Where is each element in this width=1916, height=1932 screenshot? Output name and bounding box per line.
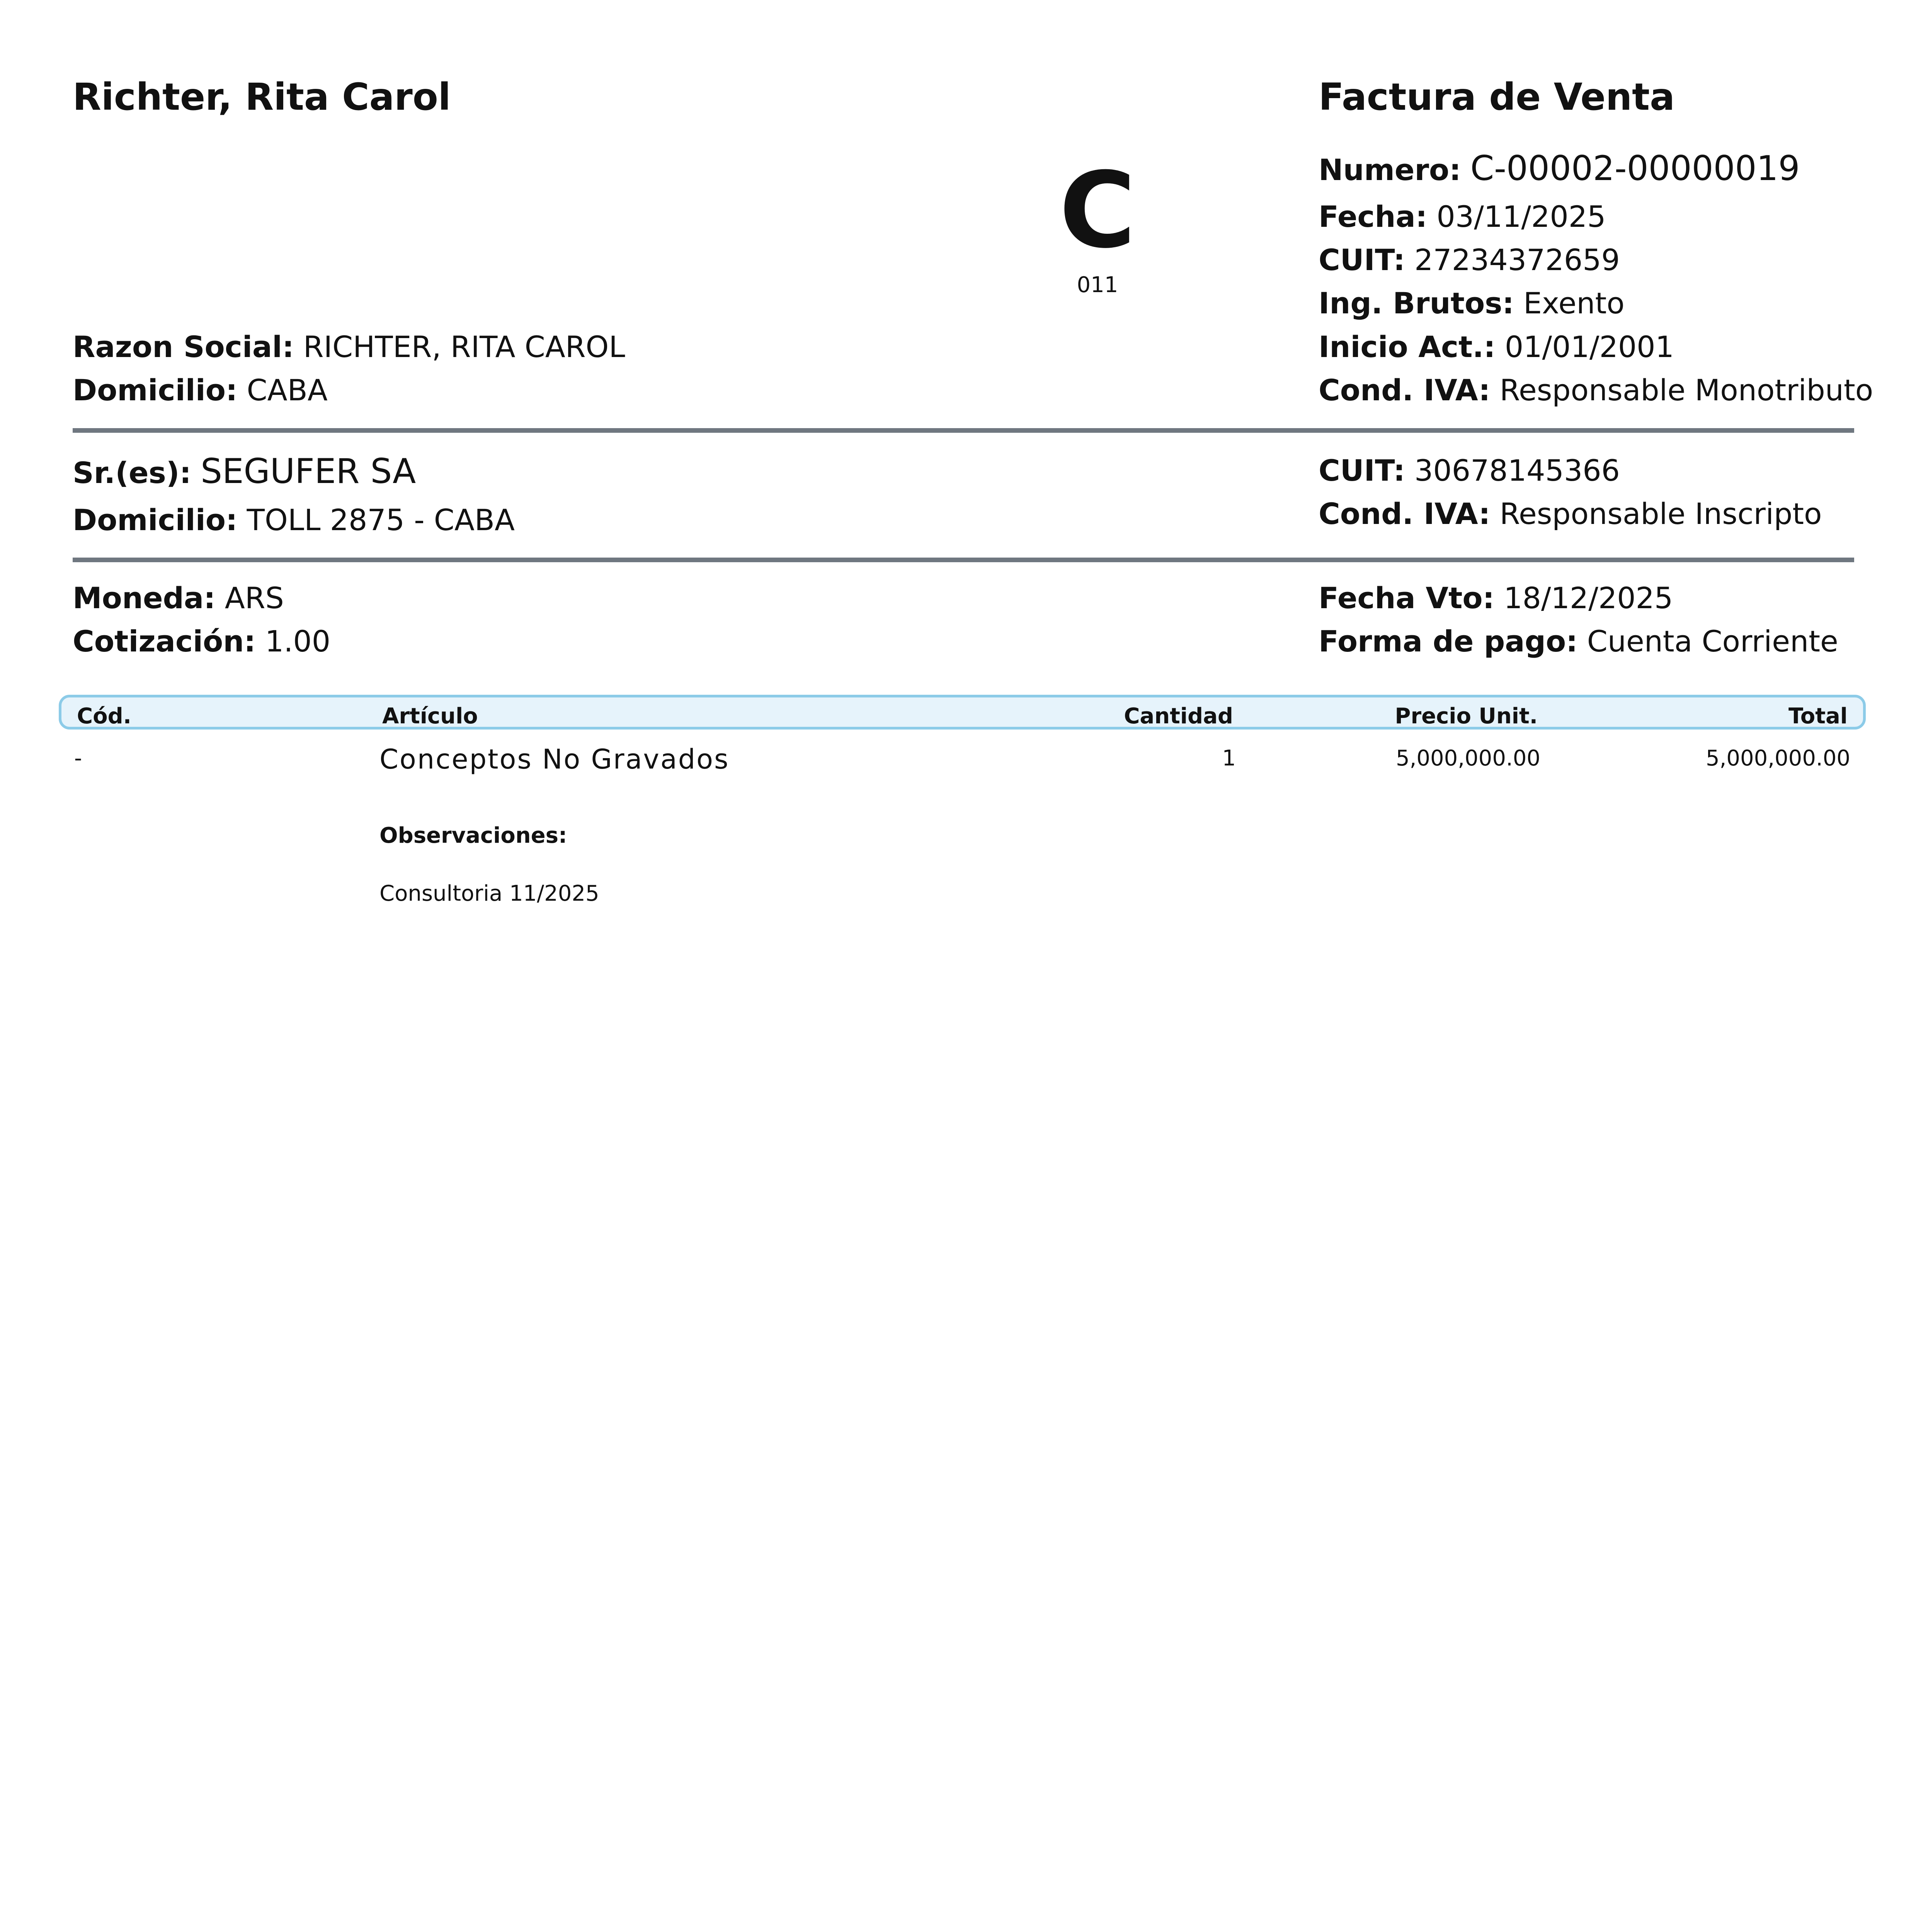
fecha-vto: Fecha Vto: 18/12/2025 <box>1319 581 1673 615</box>
header-articulo: Artículo <box>382 704 478 729</box>
row-cod: - <box>74 746 82 771</box>
moneda: Moneda: ARS <box>73 581 284 615</box>
cotizacion: Cotización: 1.00 <box>73 624 331 658</box>
observaciones-label: Observaciones: <box>379 823 567 848</box>
row-total: 5,000,000.00 <box>1705 746 1850 771</box>
client-cuit: CUIT: 30678145366 <box>1319 453 1620 488</box>
client-sres: Sr.(es): SEGUFER SA <box>73 451 416 491</box>
client-cond-iva: Cond. IVA: Responsable Inscripto <box>1319 497 1822 531</box>
observaciones-text: Consultoria 11/2025 <box>379 881 599 906</box>
emitter-domicilio: Domicilio: CABA <box>73 373 328 407</box>
emitter-name: Richter, Rita Carol <box>73 75 451 119</box>
client-domicilio: Domicilio: TOLL 2875 - CABA <box>73 503 515 537</box>
header-cod: Cód. <box>77 704 131 729</box>
table-row <box>59 743 1866 784</box>
row-cantidad: 1 <box>1222 746 1236 771</box>
doc-type-letter: C <box>1059 150 1136 271</box>
invoice-title: Factura de Venta <box>1319 75 1675 119</box>
invoice-ing-brutos: Ing. Brutos: Exento <box>1319 286 1625 320</box>
row-articulo: Conceptos No Gravados <box>379 743 730 775</box>
invoice-cond-iva: Cond. IVA: Responsable Monotributo <box>1319 373 1873 407</box>
separator-header <box>73 428 1854 433</box>
row-precio: 5,000,000.00 <box>1395 746 1540 771</box>
header-total: Total <box>1788 704 1848 729</box>
forma-pago: Forma de pago: Cuenta Corriente <box>1319 624 1838 658</box>
separator-client <box>73 558 1854 562</box>
doc-type-code: 011 <box>1077 272 1118 298</box>
invoice-inicio-act: Inicio Act.: 01/01/2001 <box>1319 330 1674 364</box>
invoice-numero: Numero: C-00002-00000019 <box>1319 148 1800 188</box>
header-precio: Precio Unit. <box>1395 704 1538 729</box>
invoice-cuit: CUIT: 27234372659 <box>1319 243 1620 277</box>
emitter-razon-social: Razon Social: RICHTER, RITA CAROL <box>73 330 625 364</box>
header-cantidad: Cantidad <box>1124 704 1233 729</box>
invoice-fecha: Fecha: 03/11/2025 <box>1319 199 1606 234</box>
table-header <box>59 695 1866 730</box>
